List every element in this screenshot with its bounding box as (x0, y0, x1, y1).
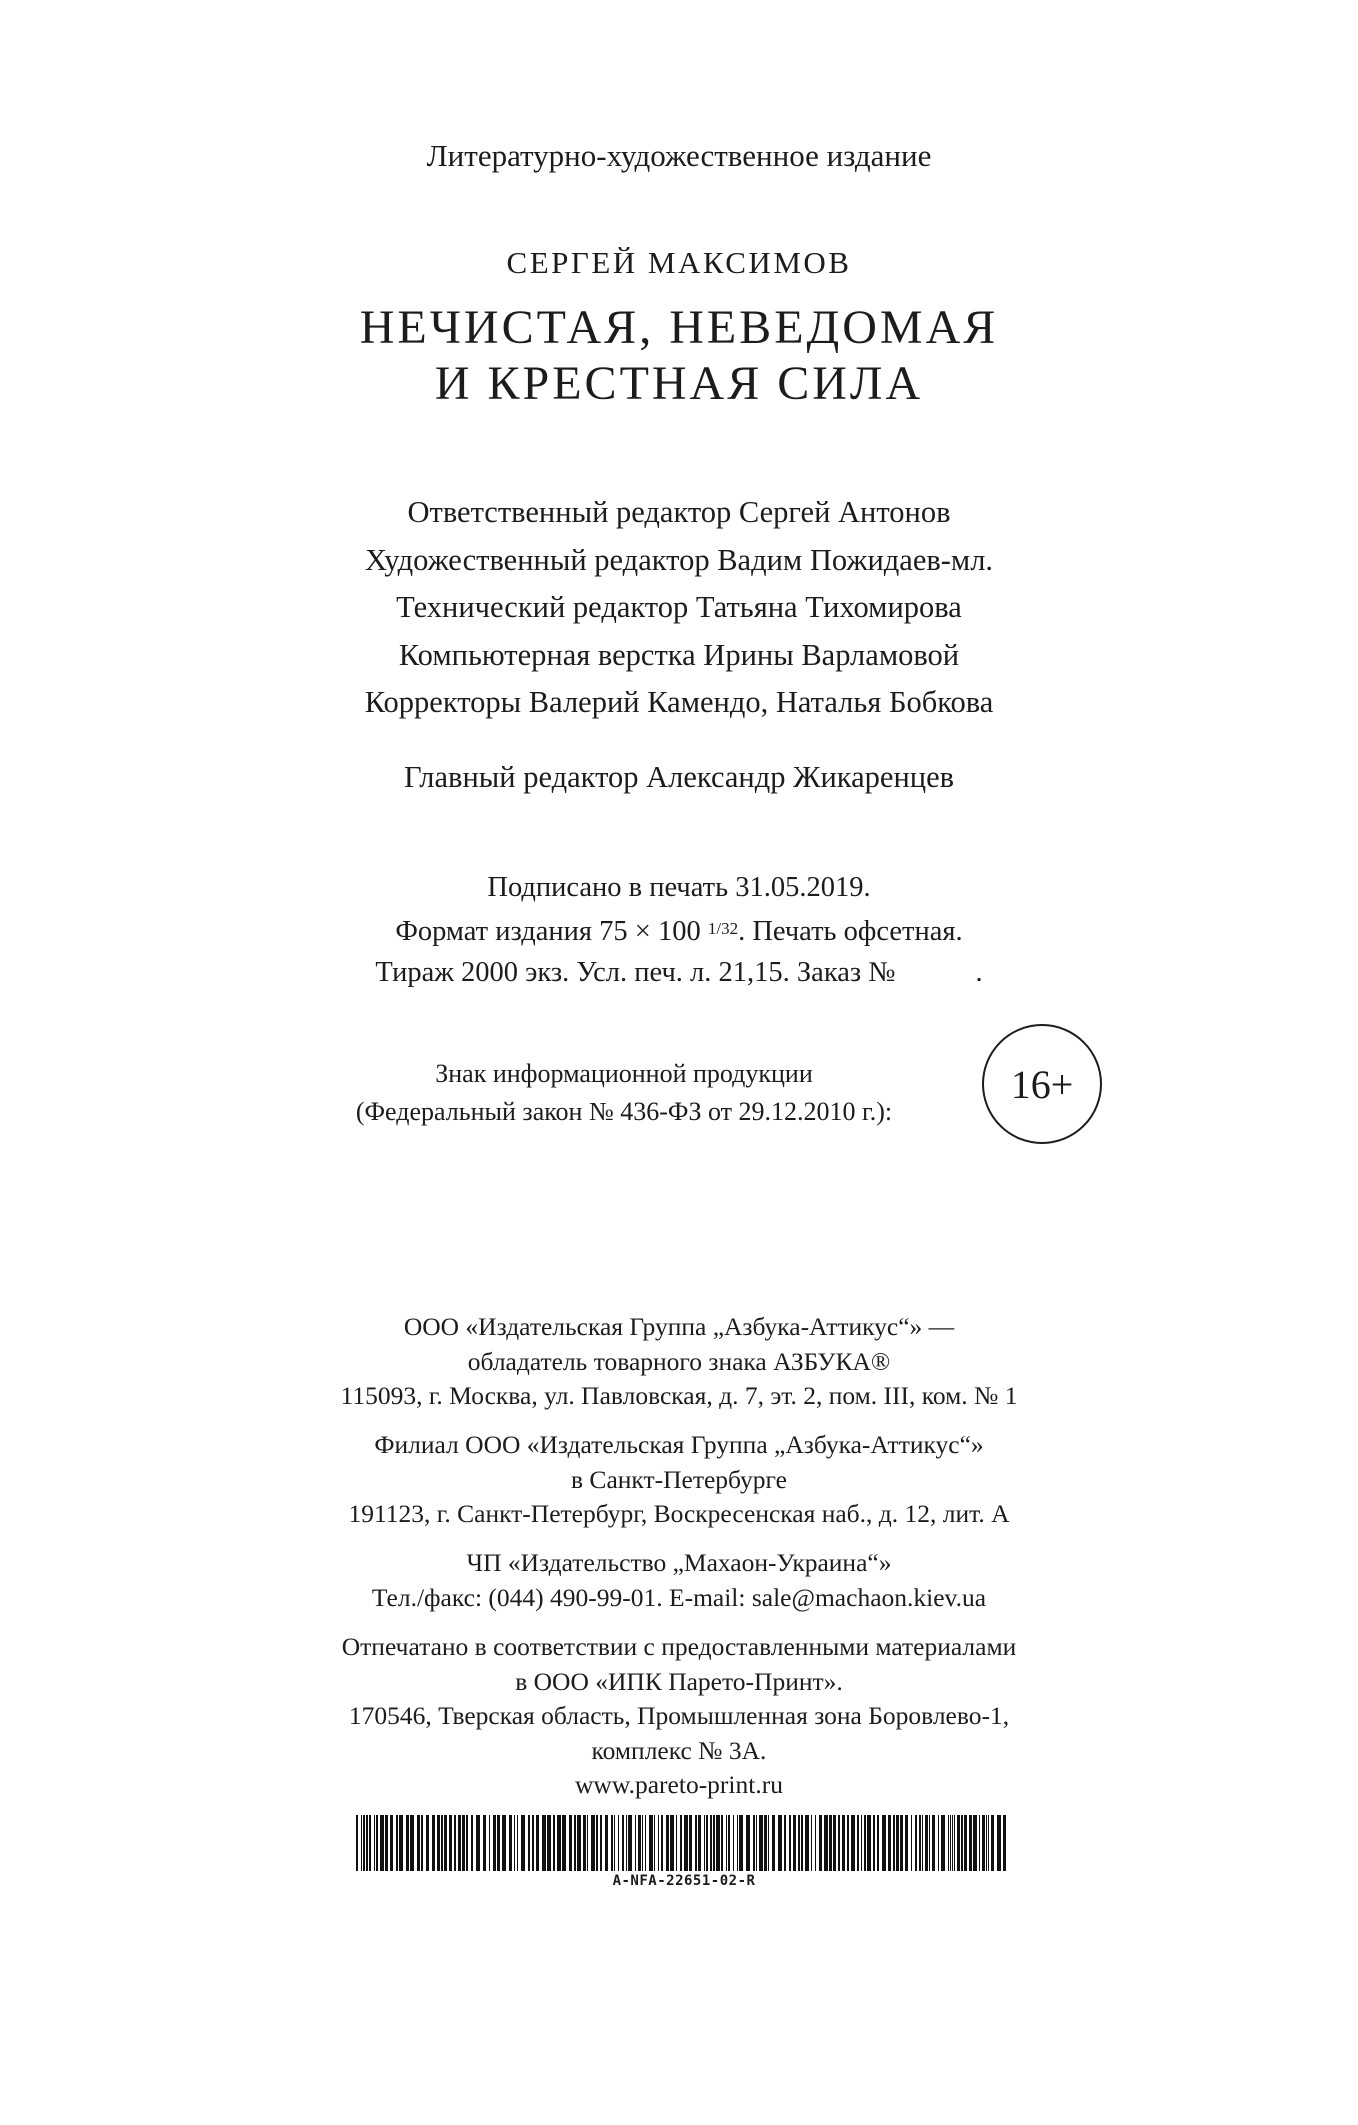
barcode-bar (654, 1815, 655, 1871)
barcode-bar (399, 1815, 403, 1871)
branch-line-1: Филиал ООО «Издательская Группа „Азбука-Аттикус“» (374, 1430, 984, 1459)
credit-line: Технический редактор Татьяна Тихомирова (396, 590, 962, 624)
barcode-bar (532, 1815, 534, 1871)
barcode-bar (476, 1815, 480, 1871)
barcode-bar (502, 1815, 506, 1871)
barcode-bar (941, 1815, 945, 1871)
print-run-text: Тираж 2000 экз. Усл. печ. л. 21,15. Заказ № (375, 957, 896, 988)
edition-type (0, 138, 1358, 174)
barcode-bar (497, 1815, 500, 1871)
print-run-end: . (975, 957, 983, 988)
barcode-bar (661, 1815, 663, 1871)
info-sign-label (288, 1055, 960, 1131)
printer-line-3: 170546, Тверская область, Промышленная зона Боровлево-1, (348, 1701, 1010, 1730)
barcode-bar (483, 1815, 486, 1871)
printer-line-4: комплекс № 3А. (591, 1735, 767, 1765)
age-rating-text: 16+ (1010, 1061, 1074, 1107)
barcode-bar (805, 1815, 809, 1871)
barcode-bar (997, 1815, 1001, 1871)
barcode-bar (986, 1815, 987, 1871)
barcode-bar (698, 1815, 701, 1871)
barcode-bar (704, 1815, 705, 1871)
barcode-code: A-NFA-22651-02-R (612, 1873, 756, 1889)
barcode-bar (952, 1815, 953, 1871)
barcode-bar (772, 1815, 775, 1871)
barcode-bar (380, 1815, 384, 1871)
barcode-bar (622, 1815, 624, 1871)
barcode-bar (441, 1815, 443, 1871)
barcode-bar (437, 1815, 440, 1871)
barcode-bar (642, 1815, 643, 1871)
barcode-bar (626, 1815, 627, 1871)
barcode-bar (514, 1815, 515, 1871)
barcode-bar (509, 1815, 512, 1871)
barcode-bar (833, 1815, 836, 1871)
barcode (356, 1815, 1012, 1889)
barcode-bar (356, 1815, 358, 1871)
barcode-bar (864, 1815, 866, 1871)
barcode-bar (1003, 1815, 1006, 1871)
barcode-bar (753, 1815, 755, 1871)
printer-line-1: Отпечатано в соответствии с предоставленными материалами (341, 1632, 1017, 1661)
barcode-bar (789, 1815, 791, 1871)
barcode-bar (710, 1815, 712, 1871)
barcode-bar (680, 1815, 682, 1871)
barcode-bar (676, 1815, 677, 1871)
signed-date: Подписано в печать 31.05.2019. (487, 872, 871, 903)
barcode-bar (471, 1815, 473, 1871)
barcode-bar (798, 1815, 800, 1871)
barcode-bar (417, 1815, 420, 1871)
barcode-bar (706, 1815, 708, 1871)
barcode-bar (842, 1815, 845, 1871)
barcode-bar (756, 1815, 757, 1871)
barcode-bar (896, 1815, 899, 1871)
barcode-bar (784, 1815, 786, 1871)
edition-type-text: Литературно-художественное издание (426, 138, 932, 173)
barcode-bar (739, 1815, 743, 1871)
format-fraction: 1/32 (707, 919, 739, 938)
barcode-bar (369, 1815, 371, 1871)
barcode-bar (638, 1815, 641, 1871)
barcode-bar (900, 1815, 903, 1871)
barcode-bar (421, 1815, 423, 1871)
barcode-bar (768, 1815, 769, 1871)
barcode-bar (873, 1815, 875, 1871)
barcode-bar (737, 1815, 738, 1871)
branch-line-3: 191123, г. Санкт-Петербург, Воскресенская наб., д. 12, лит. А (348, 1499, 1010, 1528)
barcode-bar (466, 1815, 468, 1871)
barcode-bar (557, 1815, 561, 1871)
barcode-bar (838, 1815, 840, 1871)
barcode-bar (628, 1815, 632, 1871)
barcode-bar (954, 1815, 955, 1871)
credit-line: Корректоры Валерий Камендо, Наталья Бобкова (364, 685, 994, 719)
barcode-bar (957, 1815, 960, 1871)
barcode-bar (596, 1815, 598, 1871)
book-title (0, 300, 1358, 412)
info-sign-line-2: (Федеральный закон № 436-ФЗ от 29.12.2010 г.): (355, 1097, 893, 1126)
publisher-line-1: ООО «Издательская Группа „Азбука-Аттикус“» — (403, 1312, 955, 1341)
barcode-bar (950, 1815, 951, 1871)
barcode-bar (847, 1815, 849, 1871)
barcode-bar (793, 1815, 796, 1871)
barcode-bar (618, 1815, 619, 1871)
format-suffix: . Печать офсетная. (738, 916, 963, 947)
barcode-bar (973, 1815, 977, 1871)
barcode-bar (574, 1815, 576, 1871)
barcode-bar (829, 1815, 832, 1871)
barcode-bar (462, 1815, 465, 1871)
barcode-bar (444, 1815, 447, 1871)
barcode-bar (713, 1815, 715, 1871)
credit-line: Компьютерная верстка Ирины Варламовой (398, 637, 960, 672)
credit-line: Художественный редактор Вадим Пожидаев-мл. (364, 542, 994, 577)
barcode-bar (824, 1815, 828, 1871)
barcode-bar (605, 1815, 608, 1871)
barcode-bar (454, 1815, 456, 1871)
barcode-bar (982, 1815, 985, 1871)
barcode-bar (458, 1815, 461, 1871)
barcode-bar (577, 1815, 581, 1871)
barcode-bar (583, 1815, 586, 1871)
barcode-bar (376, 1815, 378, 1871)
barcode-bar (569, 1815, 572, 1871)
barcode-bar (614, 1815, 615, 1871)
barcode-bar (801, 1815, 803, 1871)
barcode-bar (396, 1815, 398, 1871)
barcode-bar (915, 1815, 917, 1871)
barcode-bar (857, 1815, 859, 1871)
barcode-bar (991, 1815, 994, 1871)
barcode-bar (542, 1815, 546, 1871)
ukraine-block (0, 1546, 1358, 1615)
printer-block (0, 1630, 1358, 1803)
barcode-bar (888, 1815, 891, 1871)
barcode-bar (591, 1815, 595, 1871)
barcode-bar (882, 1815, 886, 1871)
barcode-bar (851, 1815, 855, 1871)
barcode-bar (922, 1815, 923, 1871)
barcode-bar (726, 1815, 727, 1871)
branch-line-2: в Санкт-Петербурге (571, 1464, 787, 1494)
barcode-bar (721, 1815, 723, 1871)
barcode-bar (764, 1815, 767, 1871)
barcode-bar (361, 1815, 362, 1871)
barcode-bar (410, 1815, 414, 1871)
info-sign-line-1: Знак информационной продукции (435, 1059, 813, 1088)
barcode-bar (521, 1815, 525, 1871)
printer-line-2: в ООО «ИПК Парето-Принт». (515, 1666, 843, 1696)
ukraine-line-1: ЧП «Издательство „Махаон-Украина“» (466, 1548, 892, 1577)
barcode-bar (517, 1815, 518, 1871)
barcode-bar (666, 1815, 669, 1871)
barcode-bar (528, 1815, 530, 1871)
barcode-bar (811, 1815, 812, 1871)
barcode-bar (919, 1815, 921, 1871)
barcode-bar (911, 1815, 912, 1871)
barcode-bar (778, 1815, 782, 1871)
barcode-bars (356, 1815, 1012, 1871)
barcode-bar (449, 1815, 452, 1871)
barcode-bar (406, 1815, 409, 1871)
barcode-bar (611, 1815, 613, 1871)
credit-line: Ответственный редактор Сергей Антонов (407, 495, 951, 529)
barcode-bar (893, 1815, 895, 1871)
publisher-line-2: обладатель товарного знака АЗБУКА® (467, 1346, 891, 1376)
barcode-bar (649, 1815, 653, 1871)
barcode-bar (366, 1815, 368, 1871)
barcode-bar (746, 1815, 750, 1871)
barcode-bar (948, 1815, 949, 1871)
format-line (0, 908, 1358, 952)
barcode-bar (635, 1815, 636, 1871)
print-run-line (0, 952, 1358, 993)
printer-website: www.pareto-print.ru (575, 1770, 783, 1799)
title-line-2: И КРЕСТНАЯ СИЛА (434, 357, 924, 410)
barcode-bar (759, 1815, 763, 1871)
barcode-bar (861, 1815, 862, 1871)
barcode-bar (562, 1815, 566, 1871)
barcode-bar (733, 1815, 734, 1871)
credits-list (0, 489, 1358, 727)
barcode-bar (867, 1815, 871, 1871)
barcode-bar (938, 1815, 939, 1871)
barcode-bar (969, 1815, 972, 1871)
publisher-line-3: 115093, г. Москва, ул. Павловская, д. 7, эт. 2, пом. III, ком. № 1 (340, 1381, 1018, 1410)
barcode-bar (547, 1815, 551, 1871)
barcode-bar (489, 1815, 490, 1871)
barcode-bar (536, 1815, 539, 1871)
barcode-bar (493, 1815, 496, 1871)
barcode-bar (426, 1815, 429, 1871)
barcode-bar (877, 1815, 879, 1871)
barcode-bar (932, 1815, 935, 1871)
barcode-bar (964, 1815, 967, 1871)
barcode-bar (819, 1815, 822, 1871)
barcode-bar (961, 1815, 963, 1871)
barcode-bar (363, 1815, 365, 1871)
title-line-1: НЕЧИСТАЯ, НЕВЕДОМАЯ (359, 301, 999, 354)
author-name (0, 245, 1358, 281)
barcode-bar (684, 1815, 688, 1871)
barcode-bar (600, 1815, 602, 1871)
barcode-bar (988, 1815, 989, 1871)
barcode-bar (925, 1815, 928, 1871)
barcode-bar (979, 1815, 980, 1871)
barcode-bar (553, 1815, 555, 1871)
chief-editor (0, 760, 1358, 795)
barcode-bar (716, 1815, 720, 1871)
barcode-bar (815, 1815, 816, 1871)
barcode-bar (689, 1815, 692, 1871)
author-name-text: СЕРГЕЙ МАКСИМОВ (506, 245, 852, 280)
barcode-bar (587, 1815, 588, 1871)
barcode-bar (695, 1815, 697, 1871)
barcode-bar (728, 1815, 730, 1871)
chief-editor-text: Главный редактор Александр Жикаренцев (403, 760, 955, 794)
barcode-bar (390, 1815, 393, 1871)
barcode-bar (658, 1815, 659, 1871)
barcode-bar (905, 1815, 908, 1871)
print-details (0, 867, 1358, 993)
branch-block (0, 1428, 1358, 1532)
age-rating-badge (982, 1024, 1102, 1144)
barcode-bar (670, 1815, 674, 1871)
barcode-bar (374, 1815, 375, 1871)
ukraine-line-2: Тел./факс: (044) 490-99-01. E-mail: sale@machaon.kiev.ua (371, 1582, 987, 1612)
barcode-bar (645, 1815, 646, 1871)
format-prefix: Формат издания 75 × 100 (395, 916, 708, 947)
barcode-bar (432, 1815, 435, 1871)
publisher-block (0, 1310, 1358, 1414)
barcode-bar (929, 1815, 930, 1871)
barcode-bar (385, 1815, 388, 1871)
